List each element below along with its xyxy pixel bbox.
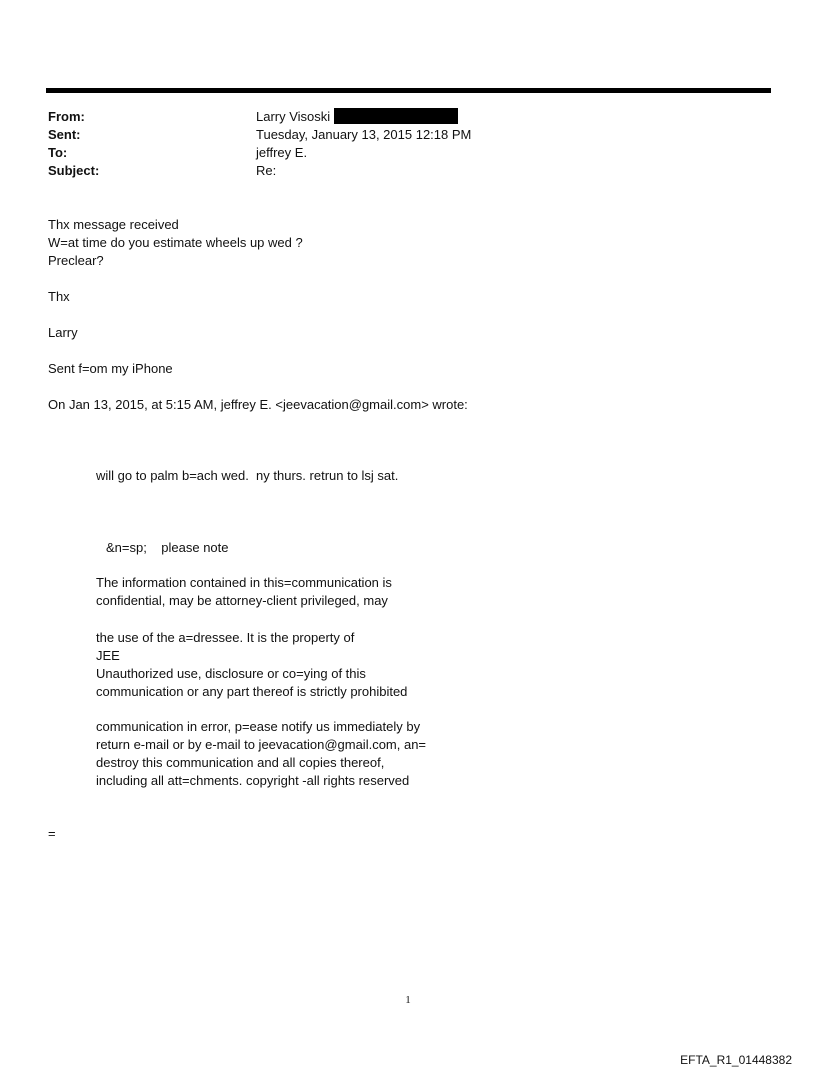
body-signature: Larry xyxy=(48,325,78,340)
to-label: To: xyxy=(48,145,68,160)
disclaimer-line: including all att=chments. copyright -all rights reserved xyxy=(96,773,410,788)
quote-intro: On Jan 13, 2015, at 5:15 AM, jeffrey E. <jeevacation@gmail.com> wrote: xyxy=(48,397,468,412)
body-line: W=at time do you estimate wheels up wed ? xyxy=(48,235,303,250)
disclaimer-line: The information contained in this=communication is xyxy=(96,575,392,590)
header-rule xyxy=(46,88,771,93)
disclaimer-line: the use of the a=dressee. It is the property of xyxy=(96,630,355,645)
disclaimer-line: confidential, may be attorney-client privileged, may xyxy=(96,593,388,608)
body-thx: Thx xyxy=(48,289,70,304)
from-name: Larry Visoski xyxy=(256,109,331,124)
sent-value: Tuesday, January 13, 2015 12:18 PM xyxy=(256,127,472,142)
disclaimer-line: communication in error, p=ease notify us immediately by xyxy=(96,719,421,734)
sent-label: Sent: xyxy=(48,127,81,142)
bates-number: EFTA_R1_01448382 xyxy=(680,1053,792,1067)
disclaimer-line: Unauthorized use, disclosure or co=ying of this xyxy=(96,666,366,681)
body-line: Thx message received xyxy=(48,217,179,232)
quoted-note: &n=sp; please note xyxy=(106,540,229,555)
disclaimer-line: destroy this communication and all copies thereof, xyxy=(96,755,385,770)
subject-value: Re: xyxy=(256,163,277,178)
disclaimer-line: return e-mail or by e-mail to jeevacation@gmail.com, an= xyxy=(96,737,427,752)
sent-from-line: Sent f=om my iPhone xyxy=(48,361,173,376)
redaction-bar xyxy=(334,108,458,124)
from-label: From: xyxy=(48,109,85,124)
quoted-message: will go to palm b=ach wed. ny thurs. retrun to lsj sat. xyxy=(96,468,399,483)
disclaimer-line: JEE xyxy=(96,648,120,663)
trailing-equals: = xyxy=(48,826,56,841)
page-number: 1 xyxy=(405,994,411,1006)
to-value: jeffrey E. xyxy=(256,145,308,160)
subject-label: Subject: xyxy=(48,163,100,178)
disclaimer-line: communication or any part thereof is strictly prohibited xyxy=(96,684,408,699)
from-value xyxy=(256,108,458,126)
body-line: Preclear? xyxy=(48,253,104,268)
